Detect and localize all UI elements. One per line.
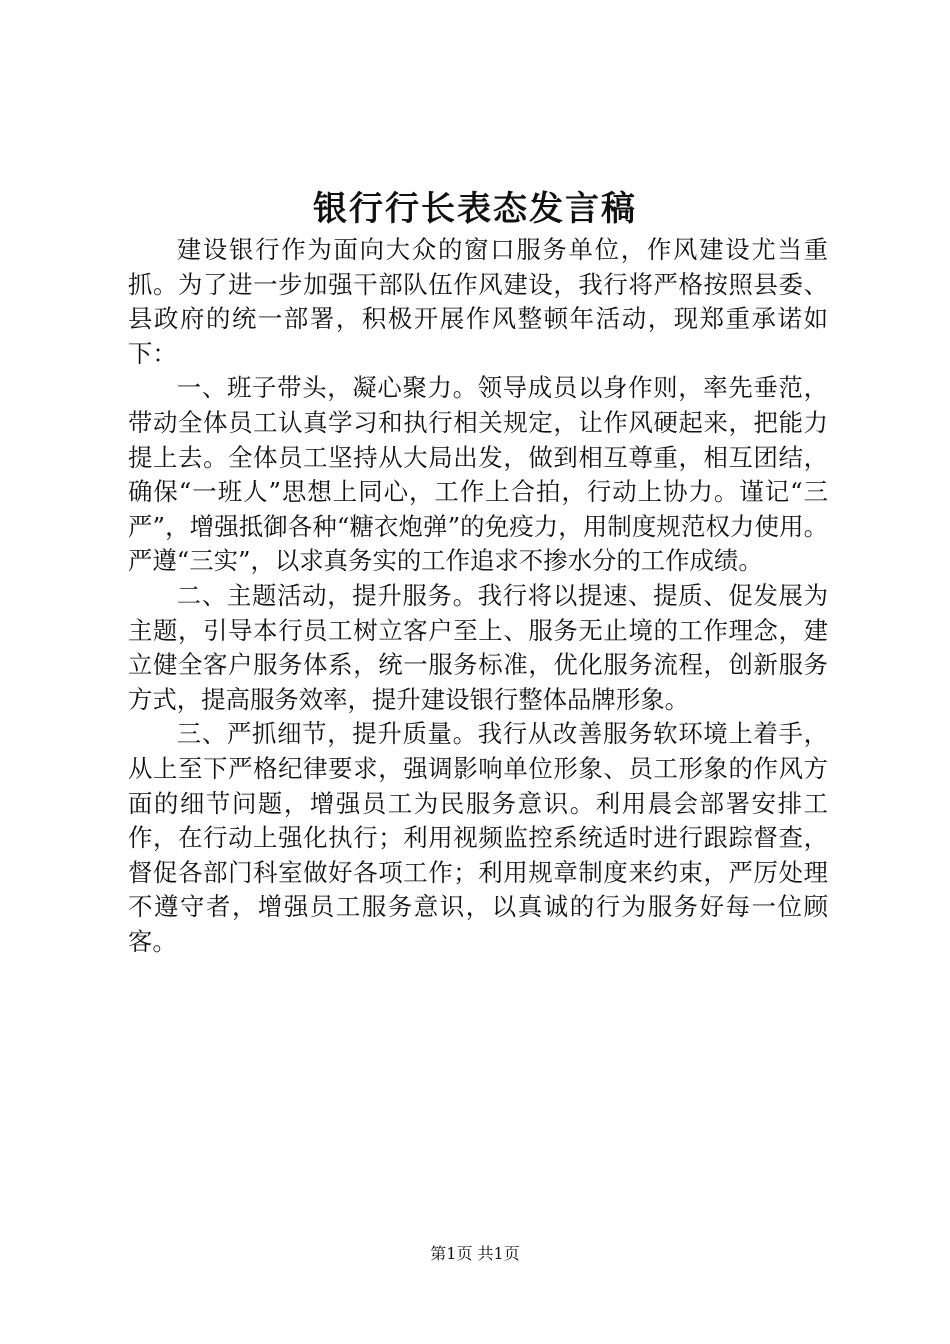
section-2-paragraph: 二、主题活动，提升服务。我行将以提速、提质、促发展为主题，引导本行员工树立客户至上、服务无止境的工作理念，建立健全客户服务体系，统一服务标准，优化服务流程，创新服务方式，提高服务效率，提升建设银行整体品牌形象。 bbox=[128, 580, 828, 714]
intro-paragraph: 建设银行作为面向大众的窗口服务单位，作风建设尤当重抓。为了进一步加强干部队伍作风建设，我行将严格按照县委、县政府的统一部署，积极开展作风整顿年活动，现郑重承诺如下： bbox=[128, 235, 828, 368]
section-1-paragraph: 一、班子带头，凝心聚力。领导成员以身作则，率先垂范，带动全体员工认真学习和执行相关规定，让作风硬起来，把能力提上去。全体员工坚持从大局出发，做到相互尊重，相互团结，确保“一班人”思想上同心，工作上合拍，行动上协力。谨记“三严”，增强抵御各种“糖衣炮弹”的免疫力，用制度规范权力使用。严遵“三实”，以求真务实的工作追求不掺水分的工作成绩。 bbox=[128, 373, 828, 576]
document-body bbox=[128, 233, 828, 959]
section-3-paragraph: 三、严抓细节，提升质量。我行从改善服务软环境上着手，从上至下严格纪律要求，强调影响单位形象、员工形象的作风方面的细节问题，增强员工为民服务意识。利用晨会部署安排工作，在行动上强化执行；利用视频监控系统适时进行跟踪督查，督促各部门科室做好各项工作；利用规章制度来约束，严厉处理不遵守者，增强员工服务意识，以真诚的行为服务好每一位顾客。 bbox=[128, 719, 828, 956]
page-footer: 第1页 共1页 bbox=[430, 1244, 520, 1263]
document-title: 银行行长表态发言稿 bbox=[313, 189, 637, 229]
